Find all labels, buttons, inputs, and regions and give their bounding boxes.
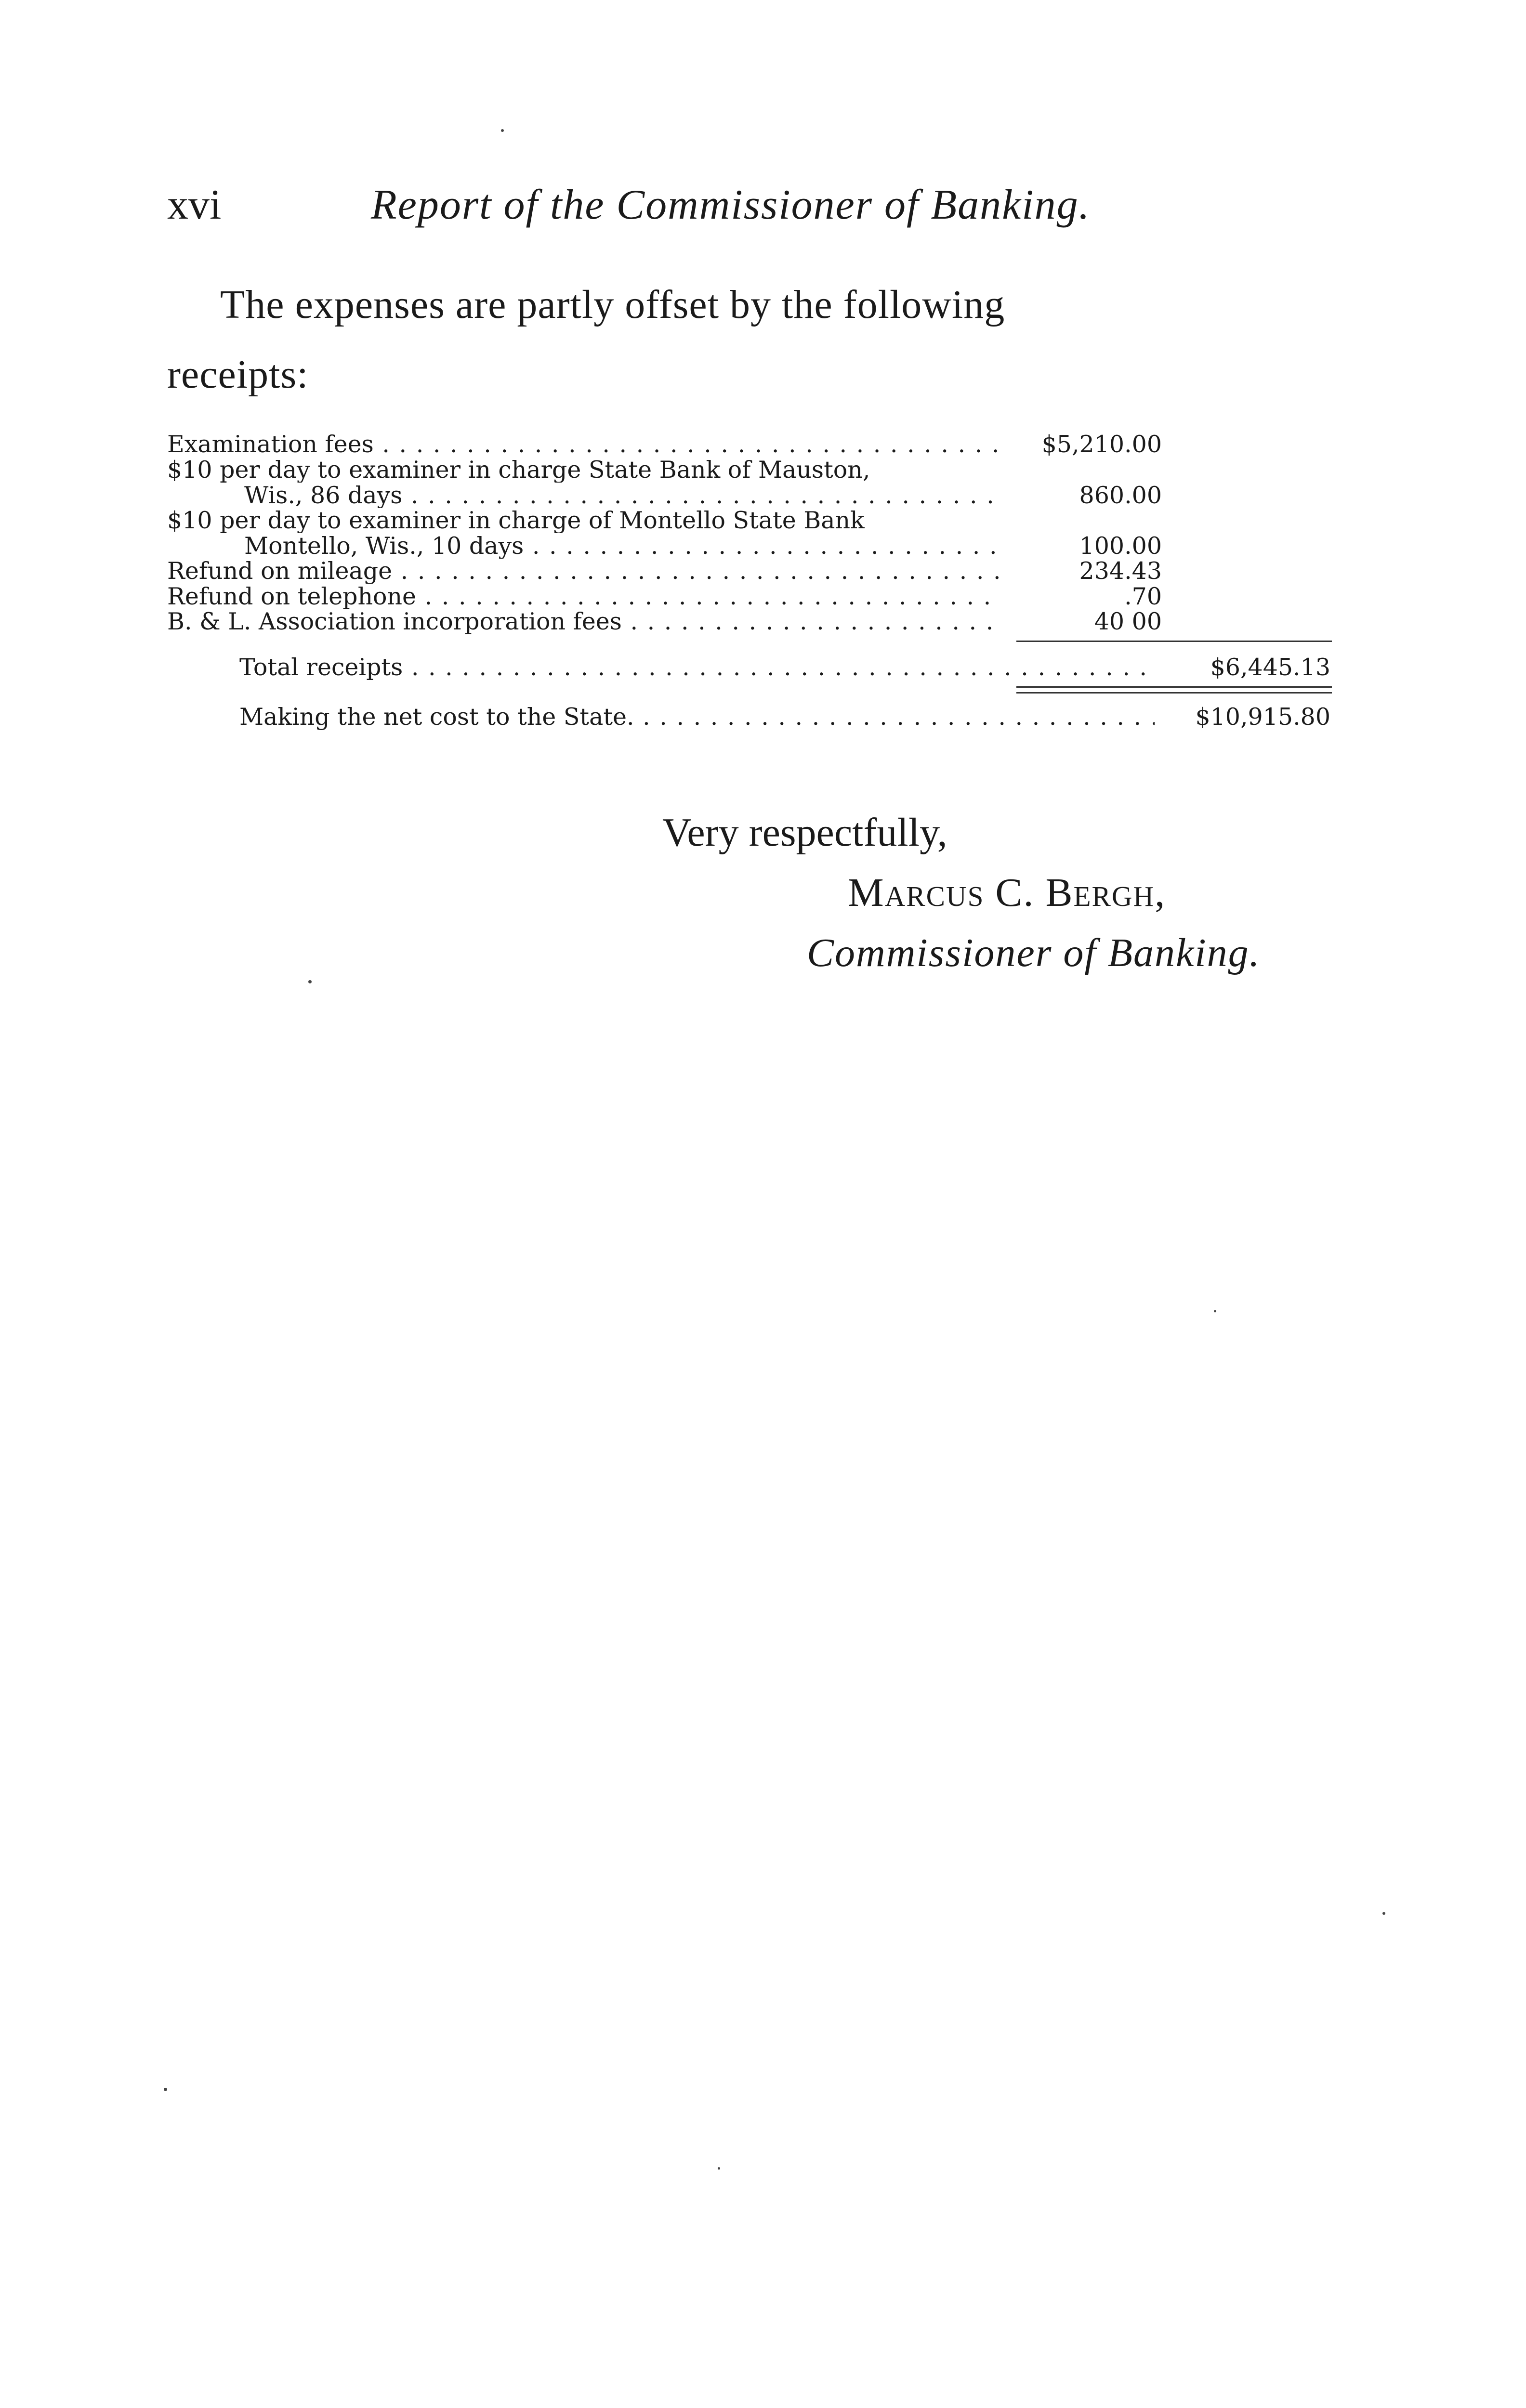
receipt-label: B. & L. Association incorporation fees . . . (167, 609, 1000, 634)
total-rule-upper (1016, 686, 1332, 688)
intro-paragraph: The expenses are partly offset by the following receipts: (167, 282, 1005, 397)
signer-name: Marcus C. Bergh, (848, 870, 1166, 915)
receipt-row (167, 584, 1162, 609)
receipt-row (167, 559, 1162, 584)
subtotal-rule (1016, 641, 1332, 642)
paper-speck (1382, 1912, 1385, 1915)
receipt-amount: 40 00 (1094, 608, 1162, 635)
paper-speck (501, 129, 504, 132)
receipt-label: Refund on telephone . . . (167, 584, 1000, 609)
receipt-amount: 860.00 (1079, 482, 1162, 509)
total-rule-lower (1016, 692, 1332, 694)
receipt-row (167, 483, 1162, 508)
receipt-label: $10 per day to examiner in charge of Montello State Bank (167, 508, 865, 533)
running-head-title: Report of the Commissioner of Banking. (371, 182, 1091, 228)
receipt-label: Wis., 86 days . . . (244, 483, 1000, 508)
receipt-row (167, 508, 1162, 533)
paper-speck (1214, 1310, 1216, 1312)
paper-speck (718, 2167, 720, 2170)
receipt-amount: .70 (1124, 583, 1162, 610)
receipt-row (167, 458, 1162, 483)
paper-speck (164, 2088, 167, 2091)
closing-salutation: Very respectfully, (662, 810, 947, 855)
receipt-row (167, 609, 1162, 634)
receipt-amount: 100.00 (1079, 532, 1162, 560)
net-cost-label: Making the net cost to the State. . . . (239, 703, 1155, 731)
receipt-row (167, 534, 1162, 559)
paper-speck (308, 980, 312, 983)
net-cost-row (239, 703, 1330, 731)
receipt-label: Montello, Wis., 10 days . . . (244, 534, 1000, 559)
signer-title: Commissioner of Banking. (807, 930, 1261, 975)
total-receipts-row (239, 654, 1330, 681)
receipt-row (167, 432, 1162, 457)
page-number: xvi (167, 182, 222, 228)
net-cost-amount: $10,915.80 (1195, 703, 1330, 731)
total-receipts-amount: $6,445.13 (1210, 654, 1330, 681)
receipt-label: Refund on mileage . . . (167, 559, 1000, 584)
receipt-amount: 234.43 (1079, 557, 1162, 585)
receipt-label: Examination fees . . . (167, 432, 1000, 457)
receipt-amount: $5,210.00 (1041, 431, 1162, 458)
receipt-label: $10 per day to examiner in charge State Bank of Mauston, (167, 458, 870, 483)
total-receipts-label: Total receipts . . . (239, 654, 1155, 681)
